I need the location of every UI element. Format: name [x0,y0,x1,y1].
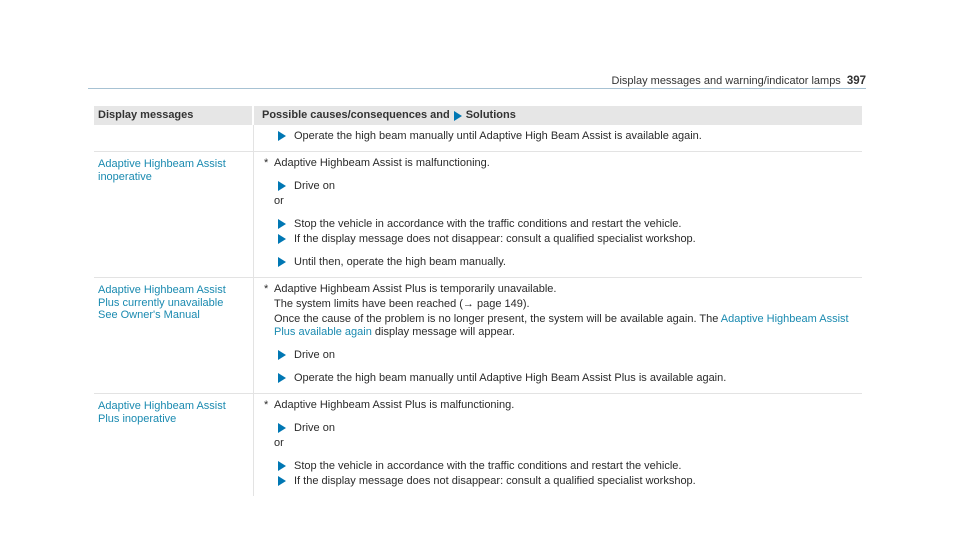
solution-step [264,218,862,231]
step-text: If the display message does not disappear: consult a qualified specialist workshop. [294,475,696,487]
solution-step [264,372,862,385]
step-text: Drive on [294,180,335,192]
message-line: Plus currently unavailable [98,296,224,309]
step-text: Operate the high beam manually until Adaptive High Beam Assist Plus is available again. [294,372,727,384]
play-arrow-icon [278,131,286,141]
display-messages-table [94,106,862,496]
table-row [94,278,862,394]
message-cell [94,278,254,393]
message-line: Adaptive Highbeam Assist [98,284,226,296]
solution-step [264,422,862,435]
asterisk: * [264,283,269,295]
play-arrow-icon [278,257,286,267]
cause-line [264,157,862,170]
solution-step [264,256,862,269]
play-arrow-icon [278,373,286,383]
message-cell [94,394,254,496]
cause-line [264,283,862,296]
once-text [264,313,862,339]
table-row [94,125,862,152]
step-text: Until then, operate the high beam manually. [294,256,506,268]
step-text: Stop the vehicle in accordance with the traffic conditions and restart the vehicle. [294,460,682,472]
solution-step [264,180,862,193]
limits-text: The system limits have been reached (→ page 149). [274,298,530,310]
cause-text: Adaptive Highbeam Assist is malfunctioning. [274,157,490,169]
solution-cell [254,394,862,496]
cause-text: Adaptive Highbeam Assist Plus is malfunctioning. [274,399,515,411]
message-line: Plus inoperative [98,412,177,425]
table-row [94,394,862,496]
col-header-causes [254,109,516,123]
table-row [94,152,862,278]
page-number: 397 [846,75,866,87]
solution-step [264,233,862,246]
play-arrow-icon [278,219,286,229]
solution-step [264,349,862,362]
solution-cell [254,278,862,393]
section-title: Display messages and warning/indicator lamps [611,75,841,87]
message-line: Adaptive Highbeam Assist [98,400,226,412]
play-arrow-icon [278,234,286,244]
col-header-solutions-label: Solutions [465,108,516,121]
solution-cell [254,152,862,277]
step-text: Operate the high beam manually until Adaptive High Beam Assist is available again. [294,130,702,142]
message-cell [94,125,254,151]
or-label: or [274,195,284,207]
col-header-messages: Display messages [94,106,254,125]
asterisk: * [264,399,269,411]
cause-text: Adaptive Highbeam Assist Plus is temporarily unavailable. [274,283,557,295]
message-line: See Owner's Manual [98,309,200,321]
message-cell: Adaptive Highbeam Assist inoperative [94,152,254,277]
page-header [88,74,866,89]
once-text-b: display message will appear. [374,326,515,338]
step-text: Drive on [294,349,335,361]
header-text [612,74,866,89]
solution-step [264,130,862,143]
step-text: Drive on [294,422,335,434]
solution-step [264,475,862,488]
col-header-causes-label: Possible causes/consequences and [262,108,450,121]
step-text: Stop the vehicle in accordance with the traffic conditions and restart the vehicle. [294,218,682,230]
solution-cell [254,125,862,151]
step-text: If the display message does not disappear: consult a qualified specialist workshop. [294,233,696,245]
solution-step [264,460,862,473]
play-arrow-icon [278,461,286,471]
display-message-reference: Adaptive Highbeam Assist Plus available again [274,313,849,338]
asterisk: * [264,157,269,169]
play-arrow-icon [278,350,286,360]
play-arrow-icon [454,111,462,121]
play-arrow-icon [278,423,286,433]
play-arrow-icon [278,476,286,486]
cause-line [264,399,862,412]
play-arrow-icon [278,181,286,191]
or-label: or [274,437,284,449]
once-text-a: Once the cause of the problem is no longer present, the system will be available again. The [274,313,719,325]
table-header [94,106,862,125]
